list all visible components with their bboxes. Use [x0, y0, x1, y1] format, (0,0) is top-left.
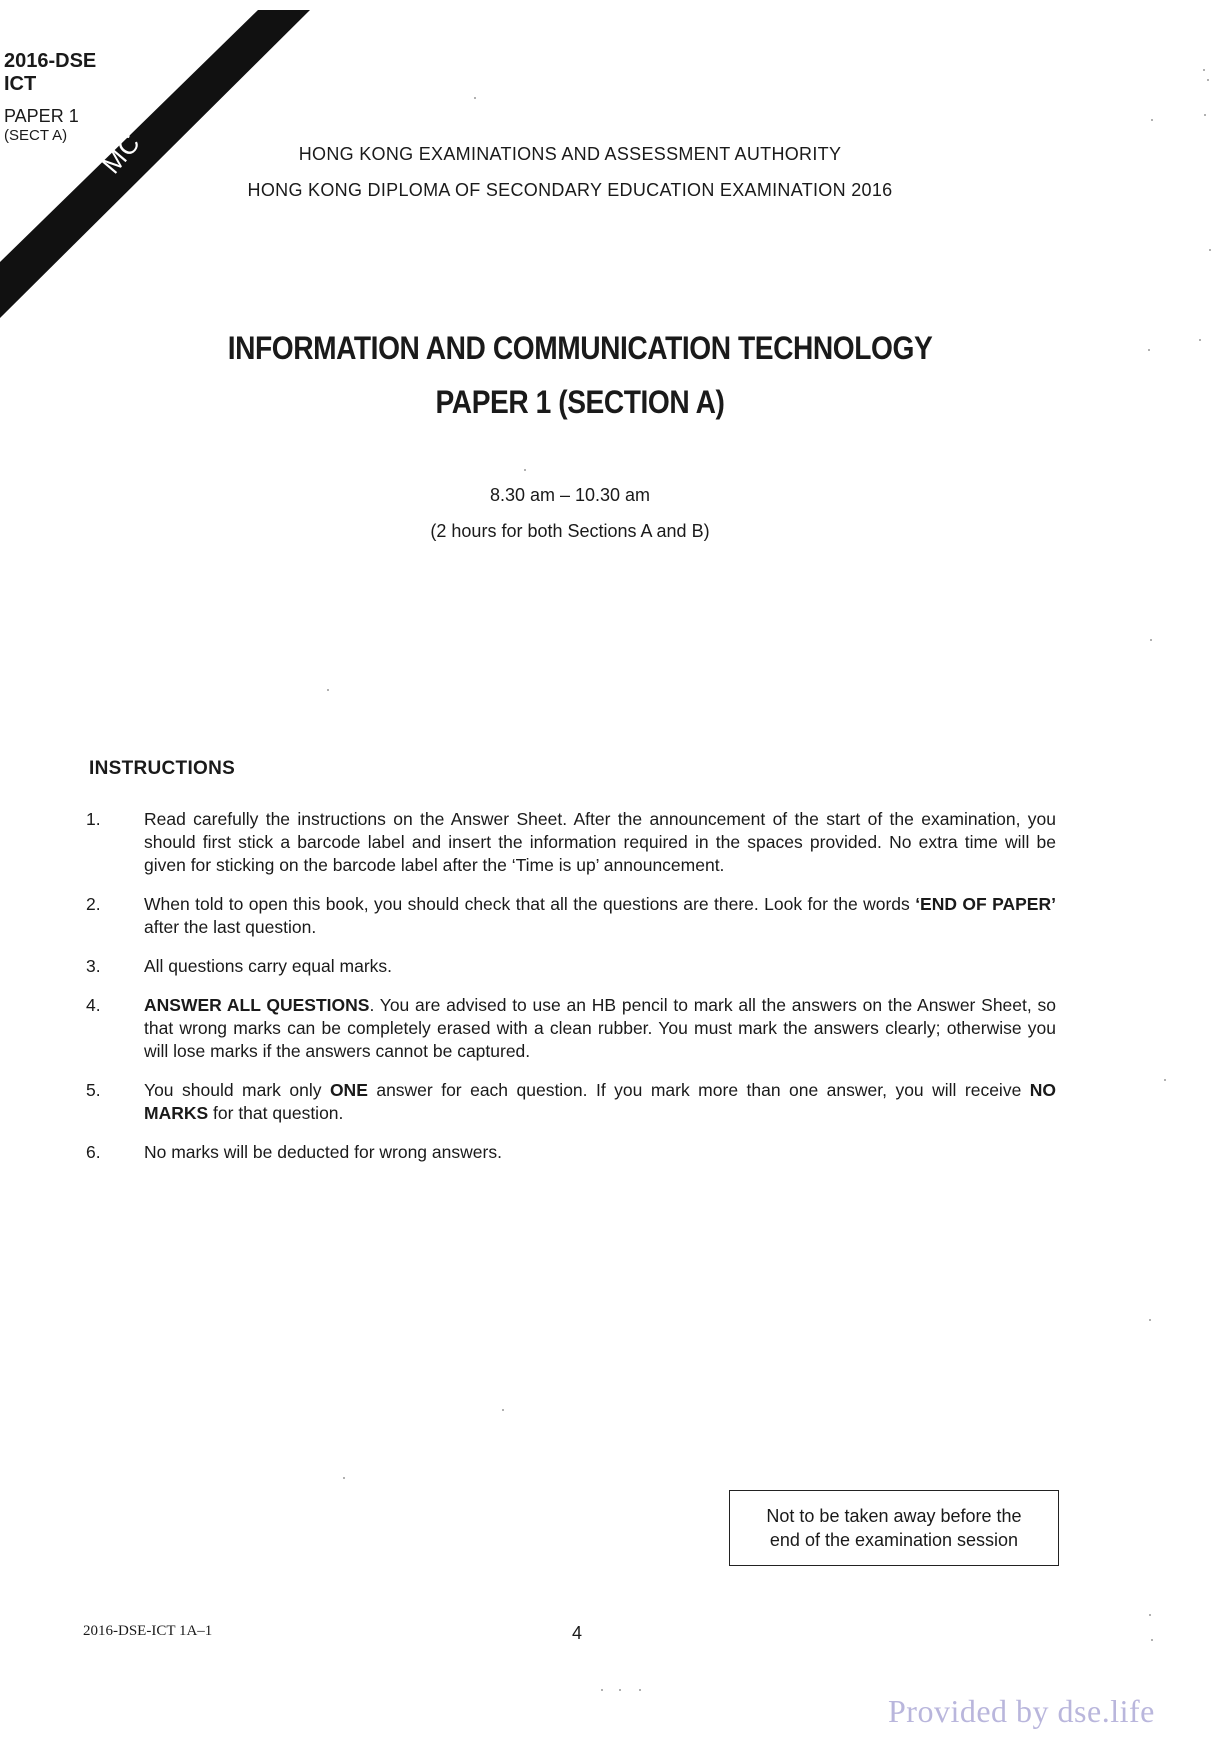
instruction-number: 1. — [86, 809, 101, 829]
notice-line-1: Not to be taken away before the — [766, 1506, 1022, 1526]
section-label: (SECT A) — [4, 126, 68, 144]
instruction-item — [86, 1079, 1056, 1125]
instructions-list — [86, 808, 1056, 1180]
instruction-text: No marks will be deducted for wrong answers. — [144, 1142, 502, 1162]
instruction-item — [86, 893, 1056, 939]
instructions-heading: INSTRUCTIONS — [89, 758, 236, 779]
exam-name: HONG KONG DIPLOMA OF SECONDARY EDUCATION EXAMINATION 2016 — [247, 180, 893, 200]
instruction-number: 5. — [86, 1080, 101, 1100]
exam-duration-note: (2 hours for both Sections A and B) — [430, 521, 710, 541]
instruction-text: ANSWER ALL QUESTIONS. You are advised to use an HB pencil to mark all the answers on the Answer Sheet, so that wrong marks can be completely erased with a clean rubber. You must mark the answers clearly; otherwise you will lose marks if the answers cannot be captured. — [144, 995, 1056, 1061]
subject-code: ICT — [4, 73, 37, 95]
instruction-item — [86, 1141, 1056, 1164]
instruction-text: When told to open this book, you should check that all the questions are there. Look for the words ‘END OF PAPER’ after the last question. — [144, 894, 1056, 937]
instruction-item — [86, 808, 1056, 877]
instruction-number: 3. — [86, 956, 101, 976]
band-label: MC — [96, 127, 147, 180]
notice-line-2: end of the examination session — [769, 1530, 1019, 1550]
instruction-item — [86, 955, 1056, 978]
authority-name: HONG KONG EXAMINATIONS AND ASSESSMENT AUTHORITY — [298, 144, 842, 164]
paper-title: PAPER 1 (SECTION A) — [435, 384, 725, 420]
instruction-number: 2. — [86, 894, 101, 914]
instruction-text: You should mark only ONE answer for each question. If you mark more than one answer, you will receive NO MARKS for that question. — [144, 1080, 1057, 1123]
instruction-item — [86, 994, 1056, 1063]
instruction-text: All questions carry equal marks. — [144, 956, 393, 976]
instruction-number: 4. — [86, 995, 101, 1015]
watermark: Provided by dse.life — [888, 1693, 1155, 1729]
page-number: 4 — [572, 1623, 583, 1643]
footer-paper-code: 2016-DSE-ICT 1A–1 — [83, 1623, 213, 1639]
notice-box — [729, 1490, 1059, 1566]
exam-time: 8.30 am – 10.30 am — [489, 485, 651, 505]
exam-code: 2016-DSE — [4, 50, 97, 72]
subject-title: INFORMATION AND COMMUNICATION TECHNOLOGY — [227, 330, 933, 366]
paper-number: PAPER 1 — [4, 106, 79, 126]
instruction-text: Read carefully the instructions on the Answer Sheet. After the announcement of the start of the examination, you should first stick a barcode label and insert the information required in the spaces provided. No extra time will be given for sticking on the barcode label after the ‘Time is up’ announcement. — [144, 809, 1056, 875]
instruction-number: 6. — [86, 1142, 101, 1162]
paper-code-block — [4, 50, 96, 144]
